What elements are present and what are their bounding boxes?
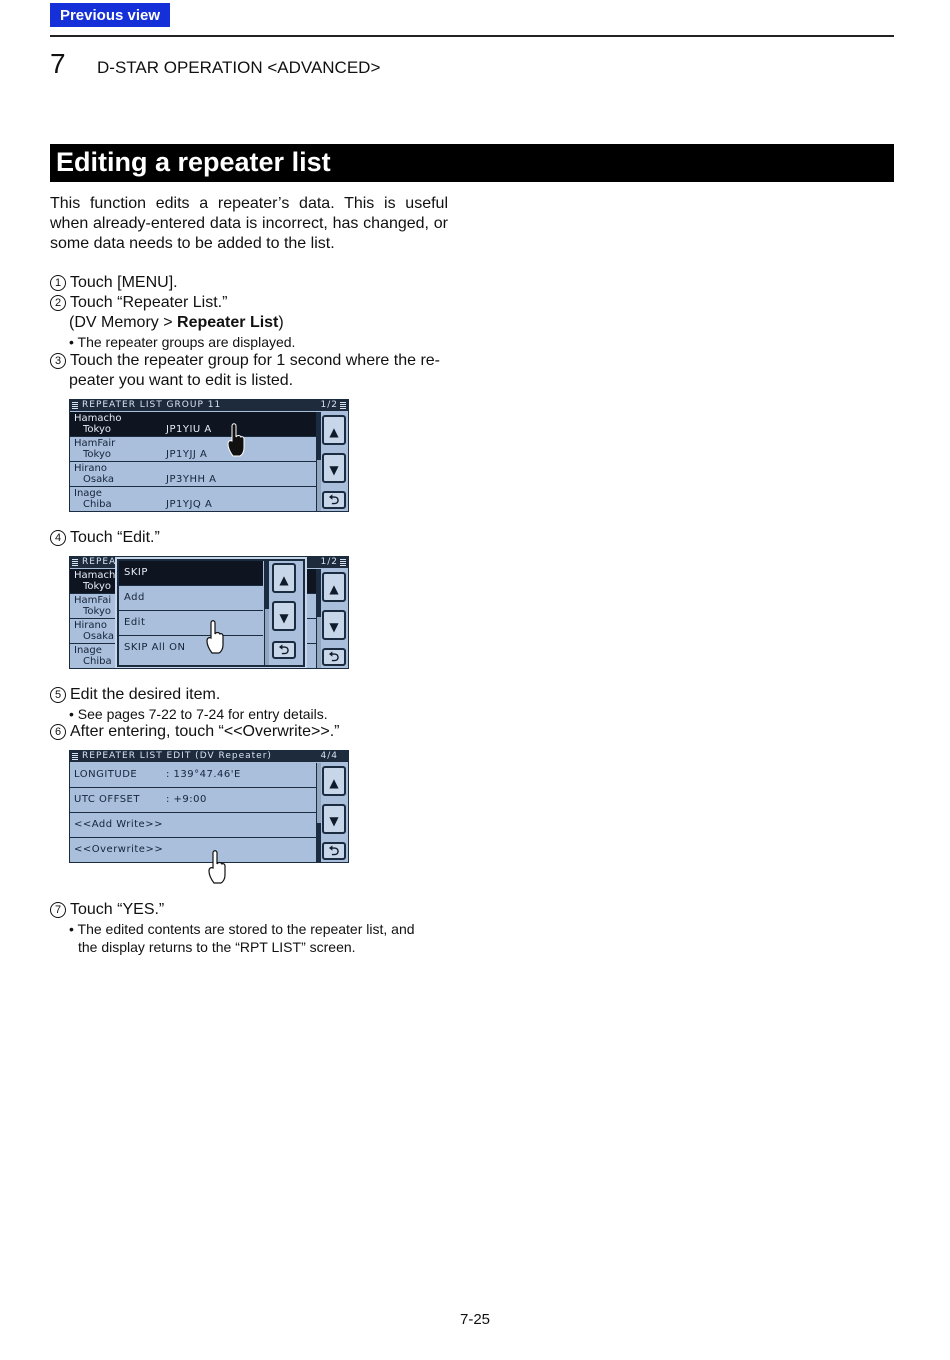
hand-pointer-icon — [206, 619, 224, 655]
repeater-callsign: JP1YJJ A — [166, 449, 208, 460]
step-number: 5 — [50, 687, 66, 703]
step-text-line1: Touch the repeater group for 1 second where the re- — [70, 352, 440, 369]
menu-icon — [340, 559, 346, 566]
step-text: Touch [MENU]. — [70, 274, 178, 291]
screen-title: REPEA — [82, 557, 117, 567]
popup-scroll-down-button[interactable]: ▼ — [272, 601, 296, 631]
repeater-row[interactable] — [70, 412, 316, 437]
step-7-note-line2: the display returns to the “RPT LIST” screen. — [78, 939, 356, 955]
repeater-edit-screen — [69, 750, 349, 863]
popup-scrollbar[interactable] — [264, 561, 269, 665]
step-3 — [50, 351, 450, 371]
repeater-row[interactable] — [70, 437, 316, 462]
repeater-area: Osaka — [83, 474, 114, 485]
step-1 — [50, 273, 450, 293]
repeater-callsign: JP1YIU A — [166, 424, 212, 435]
menu-item-label: SKIP — [124, 567, 148, 578]
scroll-up-button[interactable]: ▲ — [322, 572, 346, 602]
add-write-row[interactable] — [70, 813, 316, 838]
repeater-callsign: JP3YHH A — [166, 474, 217, 485]
menu-path — [69, 313, 284, 333]
intro-paragraph: This function edits a repeater’s data. This is useful when already-entered data is incorrect, has changed, or some data needs to be added to the list. — [50, 195, 448, 252]
screen-title: REPEATER LIST GROUP 11 — [82, 400, 222, 410]
chapter-number: 7 — [50, 48, 66, 79]
repeater-name: Hamacho — [74, 413, 122, 424]
menu-item-edit[interactable] — [119, 611, 263, 636]
step-7 — [50, 900, 450, 920]
step-text: Touch “YES.” — [70, 901, 165, 918]
step-5 — [50, 685, 450, 705]
step-6 — [50, 722, 450, 742]
field-label: UTC OFFSET — [74, 794, 140, 805]
step-7-note-line1: • The edited contents are stored to the repeater list, and — [69, 921, 415, 937]
menu-item-label: Add — [124, 592, 145, 603]
menu-item-label: Edit — [124, 617, 146, 628]
page-indicator: 1/2 — [320, 557, 338, 567]
repeater-list-screen — [69, 399, 349, 512]
section-header — [50, 144, 894, 182]
repeater-area: Chiba — [83, 499, 112, 510]
step-5-note: • See pages 7-22 to 7-24 for entry details. — [69, 706, 328, 722]
step-number: 7 — [50, 902, 66, 918]
step-number: 2 — [50, 295, 66, 311]
step-number: 1 — [50, 275, 66, 291]
scroll-down-button[interactable]: ▼ — [322, 610, 346, 640]
step-text: Touch “Edit.” — [70, 529, 160, 546]
repeater-name: HamFai — [74, 595, 112, 606]
scroll-up-button[interactable]: ▲ — [322, 415, 346, 445]
popup-scroll-up-button[interactable]: ▲ — [272, 563, 296, 593]
step-number: 4 — [50, 530, 66, 546]
back-button[interactable]: ⮌ — [322, 842, 346, 860]
hand-pointer-icon — [208, 849, 226, 885]
field-value: : 139°47.46'E — [166, 769, 241, 780]
repeater-area: Chiba — [83, 656, 112, 667]
repeater-area: Tokyo — [83, 449, 111, 460]
step-number: 3 — [50, 353, 66, 369]
scroll-down-button[interactable]: ▼ — [322, 804, 346, 834]
menu-path-item: Repeater List — [177, 314, 279, 331]
scrollbar[interactable] — [316, 763, 321, 862]
page-number: 7-25 — [459, 1311, 491, 1328]
edit-menu-screen — [69, 556, 349, 669]
step-text: Edit the desired item. — [70, 686, 221, 703]
step-text: After entering, touch “<<Overwrite>>.” — [70, 723, 340, 740]
menu-icon — [72, 753, 78, 760]
scroll-up-button[interactable]: ▲ — [322, 766, 346, 796]
menu-item-skip-all-on[interactable] — [119, 636, 263, 660]
page-indicator: 1/2 — [320, 400, 338, 410]
field-label: <<Overwrite>> — [74, 844, 164, 855]
section-title: Editing a repeater list — [56, 147, 331, 177]
overwrite-row[interactable] — [70, 838, 316, 862]
screen-title: REPEATER LIST EDIT (DV Repeater) — [82, 751, 272, 761]
scrollbar[interactable] — [316, 569, 321, 668]
utc-offset-row[interactable] — [70, 788, 316, 813]
scroll-down-button[interactable]: ▼ — [322, 453, 346, 483]
screen-title-bar — [70, 751, 348, 762]
menu-path-suffix: ) — [278, 314, 284, 331]
menu-icon — [72, 402, 78, 409]
repeater-area: Osaka — [83, 631, 114, 642]
top-rule — [50, 35, 894, 37]
hand-pointer-icon — [227, 422, 245, 458]
repeater-name: Hirano — [74, 620, 107, 631]
back-button[interactable]: ⮌ — [322, 491, 346, 509]
repeater-area: Tokyo — [83, 581, 111, 592]
previous-view-button[interactable]: Previous view — [50, 3, 170, 27]
step-number: 6 — [50, 724, 66, 740]
repeater-row[interactable] — [70, 462, 316, 487]
repeater-name: HamFair — [74, 438, 116, 449]
menu-icon — [72, 559, 78, 566]
step-3-line2: peater you want to edit is listed. — [69, 372, 294, 389]
field-label: <<Add Write>> — [74, 819, 163, 830]
menu-path-prefix: (DV Memory > — [69, 314, 178, 331]
popup-back-button[interactable]: ⮌ — [272, 641, 296, 659]
menu-item-label: SKIP All ON — [124, 642, 186, 653]
chapter-title: D-STAR OPERATION <ADVANCED> — [97, 58, 381, 77]
step-2 — [50, 293, 450, 313]
menu-icon — [340, 402, 346, 409]
field-label: LONGITUDE — [74, 769, 138, 780]
repeater-row[interactable] — [70, 487, 316, 511]
repeater-area: Tokyo — [83, 424, 111, 435]
menu-item-add[interactable] — [119, 586, 263, 611]
step-text: Touch “Repeater List.” — [70, 294, 228, 311]
page-indicator: 4/4 — [320, 751, 338, 761]
screen-title-bar — [70, 400, 348, 411]
repeater-callsign: JP1YJQ A — [166, 499, 213, 510]
repeater-name: Inage — [74, 488, 102, 499]
menu-item-skip[interactable] — [119, 561, 263, 586]
step-2-note: • The repeater groups are displayed. — [69, 334, 296, 350]
back-button[interactable]: ⮌ — [322, 648, 346, 666]
repeater-name: Inage — [74, 645, 102, 656]
repeater-area: Tokyo — [83, 606, 111, 617]
repeater-name: Hirano — [74, 463, 107, 474]
step-4 — [50, 528, 450, 548]
scrollbar[interactable] — [316, 412, 321, 511]
repeater-name: Hamach — [74, 570, 116, 581]
longitude-row[interactable] — [70, 763, 316, 788]
field-value: : +9:00 — [166, 794, 207, 805]
